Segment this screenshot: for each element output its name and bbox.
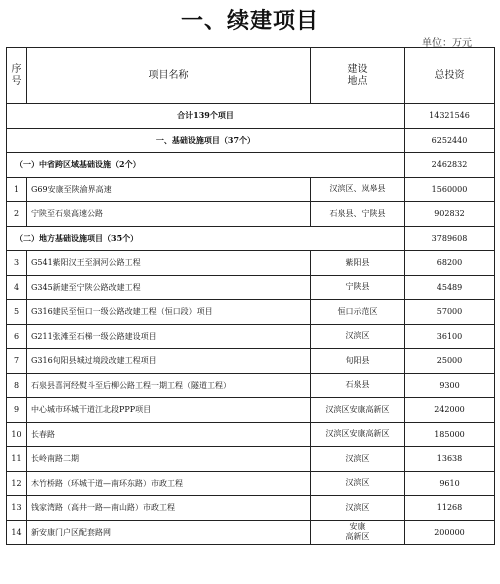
total-amount: 14321546 (405, 104, 495, 129)
project-investment: 13638 (405, 447, 495, 472)
group-row-1 (7, 153, 495, 178)
project-investment: 57000 (405, 300, 495, 325)
row-number: 6 (7, 324, 27, 349)
header-investment: 总投资 (405, 48, 495, 104)
project-location: 汉滨区 (311, 471, 405, 496)
project-name: 宁陕至石泉高速公路 (27, 202, 311, 227)
table-row (7, 422, 495, 447)
project-investment: 902832 (405, 202, 495, 227)
header-no: 序 号 (7, 48, 27, 104)
group-label: （二）地方基础设施项目（35个） (7, 226, 405, 251)
row-number: 13 (7, 496, 27, 521)
project-name: G541紫阳汉王至洞河公路工程 (27, 251, 311, 276)
section-amount: 6252440 (405, 128, 495, 153)
project-name: G316建民至恒口一级公路改建工程（恒口段）项目 (27, 300, 311, 325)
group-amount: 2462832 (405, 153, 495, 178)
row-number: 10 (7, 422, 27, 447)
project-name: 石泉县喜河经熨斗至后柳公路工程一期工程（隧道工程） (27, 373, 311, 398)
project-investment: 9300 (405, 373, 495, 398)
project-name: 木竹桥路（环城干道—南环东路）市政工程 (27, 471, 311, 496)
total-label: 合计139个项目 (7, 104, 405, 129)
row-number: 9 (7, 398, 27, 423)
project-location: 汉滨区 (311, 324, 405, 349)
project-name: G69安康至陕渝界高速 (27, 177, 311, 202)
table-row (7, 251, 495, 276)
project-investment: 36100 (405, 324, 495, 349)
project-location: 恒口示范区 (311, 300, 405, 325)
section-label: 一、基础设施项目（37个） (7, 128, 405, 153)
project-name: G316旬阳县城过境段改建工程项目 (27, 349, 311, 374)
table-row (7, 300, 495, 325)
project-location: 石泉县、宁陕县 (311, 202, 405, 227)
row-number: 2 (7, 202, 27, 227)
project-location: 汉滨区 (311, 447, 405, 472)
header-location: 建设 地点 (311, 48, 405, 104)
section-row (7, 128, 495, 153)
group-amount: 3789608 (405, 226, 495, 251)
project-investment: 68200 (405, 251, 495, 276)
project-table (6, 47, 495, 545)
table-row (7, 202, 495, 227)
project-investment: 200000 (405, 520, 495, 545)
project-name: G211张滩至石梯一级公路建设项目 (27, 324, 311, 349)
project-name: 钱家湾路（高井一路—南山路）市政工程 (27, 496, 311, 521)
project-location: 汉滨区安康高新区 (311, 422, 405, 447)
project-location: 旬阳县 (311, 349, 405, 374)
project-investment: 25000 (405, 349, 495, 374)
table-row (7, 177, 495, 202)
page-title: 一、续建项目 (180, 8, 319, 34)
table-row (7, 373, 495, 398)
row-number: 3 (7, 251, 27, 276)
project-location: 宁陕县 (311, 275, 405, 300)
row-number: 12 (7, 471, 27, 496)
project-investment: 1560000 (405, 177, 495, 202)
row-number: 7 (7, 349, 27, 374)
group-label: （一）中省跨区域基础设施（2个） (7, 153, 405, 178)
table-row (7, 398, 495, 423)
row-number: 4 (7, 275, 27, 300)
group-row-2 (7, 226, 495, 251)
project-name: 新安康门户区配套路网 (27, 520, 311, 545)
project-name: G345新建至宁陕公路改建工程 (27, 275, 311, 300)
project-location: 石泉县 (311, 373, 405, 398)
table-row (7, 471, 495, 496)
project-investment: 185000 (405, 422, 495, 447)
project-name: 长春路 (27, 422, 311, 447)
row-number: 5 (7, 300, 27, 325)
table-row (7, 349, 495, 374)
project-investment: 242000 (405, 398, 495, 423)
table-row (7, 324, 495, 349)
table-row (7, 447, 495, 472)
table-header-row (7, 48, 495, 104)
project-location: 紫阳县 (311, 251, 405, 276)
row-number: 1 (7, 177, 27, 202)
project-investment: 45489 (405, 275, 495, 300)
project-location: 汉滨区安康高新区 (311, 398, 405, 423)
project-name: 长岭南路二期 (27, 447, 311, 472)
project-name: 中心城市环城干道江北段PPP项目 (27, 398, 311, 423)
unit-label: 单位：万元 (422, 38, 472, 49)
project-location: 汉滨区、岚皋县 (311, 177, 405, 202)
table-row (7, 275, 495, 300)
project-location: 安康 高新区 (311, 520, 405, 545)
table-row (7, 496, 495, 521)
row-number: 8 (7, 373, 27, 398)
row-number: 11 (7, 447, 27, 472)
project-location: 汉滨区 (311, 496, 405, 521)
total-row (7, 104, 495, 129)
project-investment: 11268 (405, 496, 495, 521)
header-name: 项目名称 (27, 48, 311, 104)
project-investment: 9610 (405, 471, 495, 496)
row-number: 14 (7, 520, 27, 545)
table-row (7, 520, 495, 545)
